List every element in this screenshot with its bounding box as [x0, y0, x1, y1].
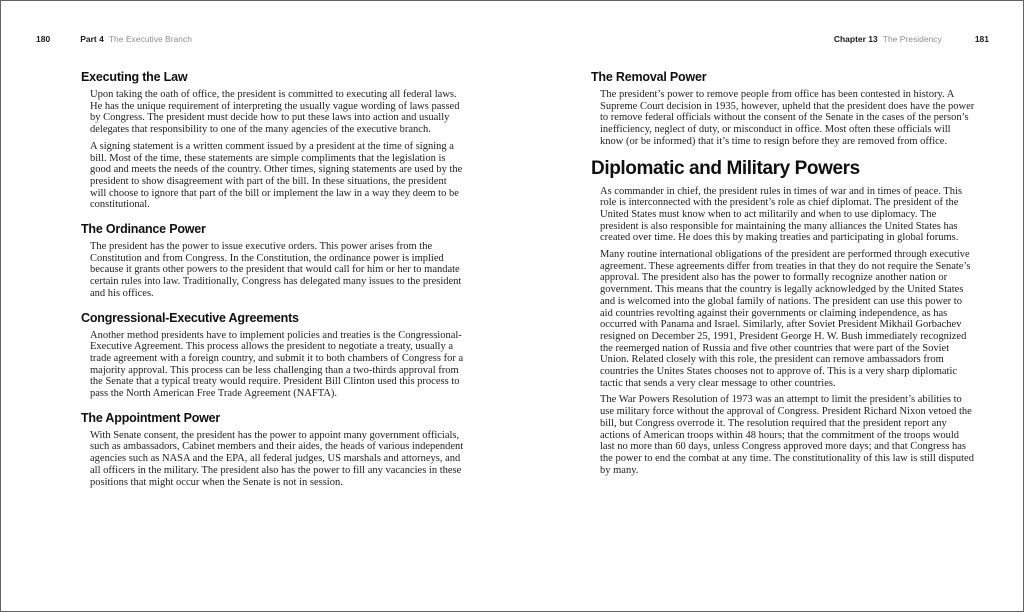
right-running-head: [834, 34, 989, 44]
paragraph: Upon taking the oath of office, the president is committed to executing all federal laws. He has the unique requirement of interpreting the usually vague wording of laws passed by Congress. The president must decide how to put these laws into action and usually delegates that responsibility to one of the many agencies of the executive branch.: [90, 89, 460, 136]
paragraph: As commander in chief, the president rules in times of war and in times of peace. This role is interconnected with the president’s role as chief diplomat. The president of the United States must know when to act militarily and when to use diplomacy. The president is also responsible for maintaining the many alliances the United States has created over time. He does this by making treaties and participating in global forums.: [600, 185, 962, 244]
paragraph: Another method presidents have to implement policies and treaties is the Congressional-Executive Agreement. This process allows the president to negotiate a treaty, usually a trade agreement with a foreign country, and submit it to both chambers of Congress for a majority approval. This process can be less challenging than a two-thirds approval from the Senate that a typical treaty would require. President Bill Clinton used this process to pass the North American Free Trade Agreement (NAFTA).: [90, 329, 464, 400]
paragraph: With Senate consent, the president has the power to appoint many government officials, such as ambassadors, Cabinet members and their aides, the heads of various independent agencies such as NASA and the EPA, all federal judges, US marshals and attorneys, and all officers in the military. The president also has the power to fill any vacancies in these positions that might occur when the Senate is not in session.: [90, 429, 464, 488]
paragraph: A signing statement is a written comment issued by a president at the time of signing a bill. Most of the time, these statements are simple compliments that the legislation is good and meets the needs of the country. Other times, signing statements are used by the president to show disagreement with part of the bill. In these situations, the president will choose to ignore that part of the bill or implement the law in a way they deem to be constitutional.: [90, 140, 463, 211]
right-running-label: Chapter 13: [833, 34, 878, 44]
paragraph: The president has the power to issue executive orders. This power arises from the Constitution and from Congress. In the Constitution, the ordinance power is implied because it grants other powers to the president that would call for him or her to mandate certain rules into law. Traditionally, Congress has delegated many issues to the president and his offices.: [90, 241, 462, 299]
left-page-column: [81, 70, 465, 493]
section-heading-removal-power: The Removal Power: [591, 70, 707, 84]
section-heading-appointment-power: The Appointment Power: [81, 410, 221, 425]
right-page-number: 181: [974, 34, 989, 44]
section-heading-diplomatic-military-powers: Diplomatic and Military Powers: [591, 157, 860, 179]
page-columns: [1, 44, 1023, 493]
section-heading-executing-the-law: Executing the Law: [81, 70, 188, 84]
left-running-title: The Executive Branch: [108, 34, 192, 44]
section-heading-ordinance-power: The Ordinance Power: [81, 222, 206, 237]
left-page-number: 180: [36, 34, 51, 44]
book-spread: [1, 1, 1023, 611]
right-page-column: [591, 70, 975, 493]
section-heading-congressional-executive-agreements: Congressional-Executive Agreements: [81, 310, 299, 325]
paragraph: The War Powers Resolution of 1973 was an attempt to limit the president’s abilities to use military force without the approval of Congress. President Richard Nixon vetoed the bill, but Congress overrode it. The resolution required that the president report any actions of American troops within 48 hours; that the commitment of the troops would last no more than 60 days, unless Congress approved more days; and that Congress has the power to end the combat at any time. The constitutionality of this law is still disputed by many.: [600, 394, 974, 476]
running-head: [1, 1, 1023, 44]
right-running-title: The Presidency: [882, 34, 942, 44]
left-running-label: Part 4: [80, 34, 104, 44]
left-running-head: [36, 34, 192, 44]
paragraph: Many routine international obligations of the president are performed through executive agreement. These agreements differ from treaties in that they do not require the Senate’s approval. The president also has the power to formally recognize another nation or government. This means that the country is legally acknowledged by the United States and is welcomed into the global family of nations. The president can use this power to aid countries revolting against their governments or claiming independence, as has occurred with Panama and Israel. Similarly, after Soviet President Mikhail Gorbachev resigned on December 25, 1991, President George H. W. Bush immediately recognized the reemerged nation of Russia and five other countries that were part of the Soviet Union. Related closely with this role, the president can remove ambassadors from countries the Unites States chooses not to approve of. This is a very sharp diplomatic tactic that sends a very clear message to other countries.: [600, 249, 971, 389]
paragraph: The president’s power to remove people from office has been contested in history. A Supreme Court decision in 1935, however, upheld that the president does have the power to remove federal officials without the consent of the Senate in the cases of the person’s inefficiency, neglect of duty, or misconduct in office. Most often these officials will know (or be informed) that it’s time to resign before they are removed from office.: [600, 89, 975, 147]
